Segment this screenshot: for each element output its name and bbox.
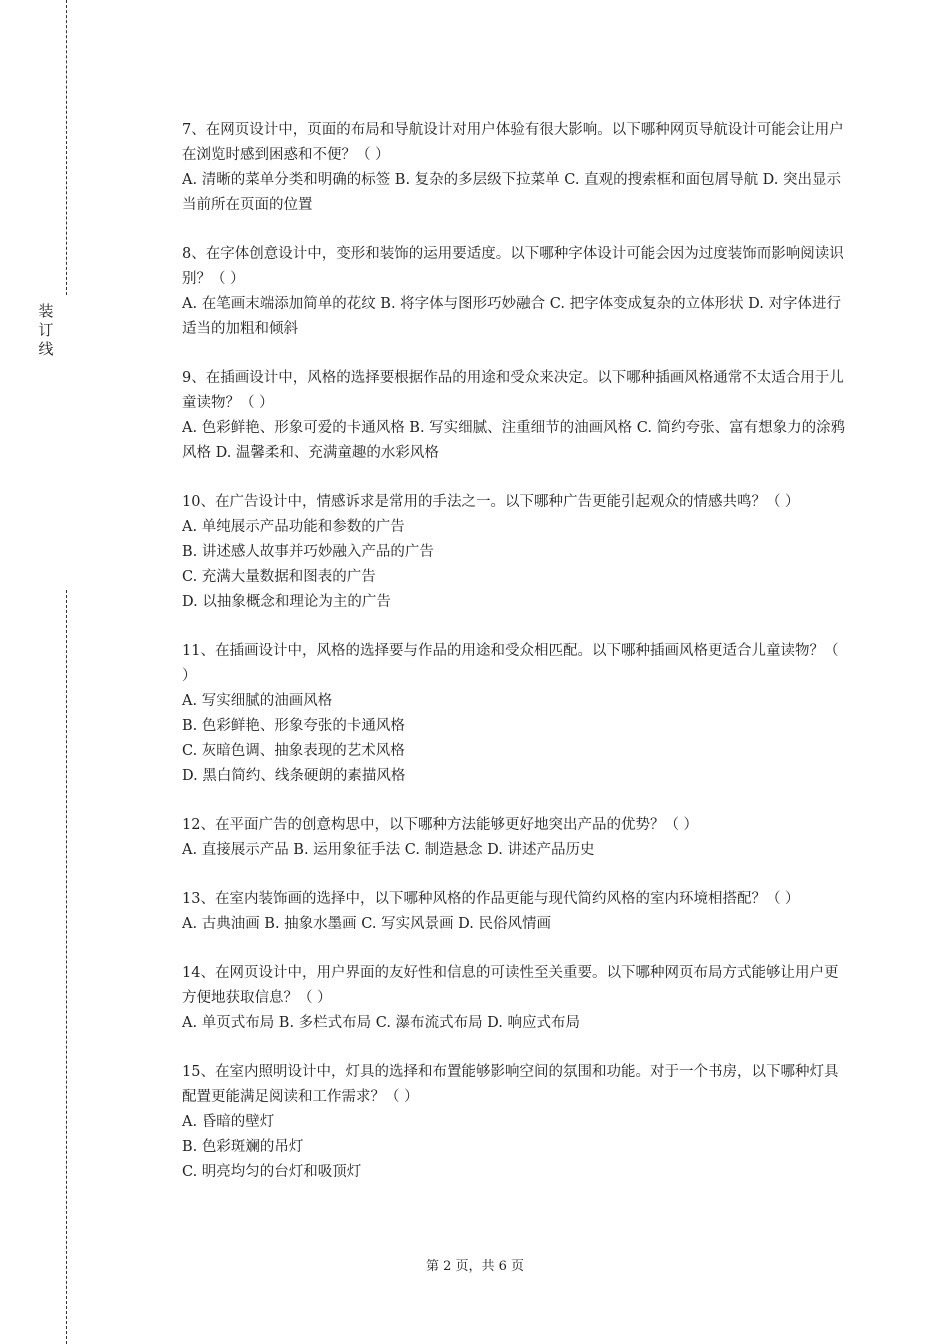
question-option-c: C. 灰暗色调、抽象表现的艺术风格 xyxy=(182,743,405,759)
question-option-c: C. 充满大量数据和图表的广告 xyxy=(182,569,376,585)
binding-char: 线 xyxy=(38,340,54,358)
question-8 xyxy=(182,242,850,342)
question-options: A. 古典油画 B. 抽象水墨画 C. 写实风景画 D. 民俗风情画 xyxy=(182,916,552,932)
question-option-a: A. 昏暗的壁灯 xyxy=(182,1114,275,1130)
question-stem: 12、在平面广告的创意构思中，以下哪种方法能够更好地突出产品的优势？（ ） xyxy=(182,817,699,833)
question-stem: 14、在网页设计中，用户界面的友好性和信息的可读性至关重要。以下哪种网页布局方式能够让用户更方便地获取信息？（ ） xyxy=(182,965,839,1006)
question-options: A. 单页式布局 B. 多栏式布局 C. 瀑布流式布局 D. 响应式布局 xyxy=(182,1015,581,1031)
page-number: 第 2 页，共 6 页 xyxy=(425,1259,525,1274)
question-options: A. 色彩鲜艳、形象可爱的卡通风格 B. 写实细腻、注重细节的油画风格 C. 简约夸张、富有想象力的涂鸦风格 D. 温馨柔和、充满童趣的水彩风格 xyxy=(182,420,846,461)
question-option-b: B. 色彩鲜艳、形象夸张的卡通风格 xyxy=(182,718,405,734)
question-7 xyxy=(182,118,850,218)
question-10 xyxy=(182,490,850,615)
binding-line-top xyxy=(66,0,67,295)
binding-char: 订 xyxy=(38,321,54,339)
question-stem: 13、在室内装饰画的选择中，以下哪种风格的作品更能与现代简约风格的室内环境相搭配？（ ） xyxy=(182,891,800,907)
question-stem: 7、在网页设计中，页面的布局和导航设计对用户体验有很大影响。以下哪种网页导航设计可能会让用户在浏览时感到困惑和不便？（ ） xyxy=(182,122,844,163)
question-list xyxy=(182,118,850,1209)
question-11 xyxy=(182,639,850,789)
question-stem: 11、在插画设计中，风格的选择要与作品的用途和受众相匹配。以下哪种插画风格更适合儿童读物？（ ） xyxy=(182,643,839,684)
question-option-a: A. 写实细腻的油画风格 xyxy=(182,693,333,709)
question-14 xyxy=(182,961,850,1036)
binding-char: 装 xyxy=(38,302,54,320)
question-13 xyxy=(182,887,850,937)
binding-line-bottom xyxy=(66,590,67,1344)
question-option-d: D. 黑白简约、线条硬朗的素描风格 xyxy=(182,768,406,784)
question-option-d: D. 以抽象概念和理论为主的广告 xyxy=(182,594,391,610)
question-options: A. 清晰的菜单分类和明确的标签 B. 复杂的多层级下拉菜单 C. 直观的搜索框和面包屑导航 D. 突出显示当前所在页面的位置 xyxy=(182,172,842,213)
question-option-c: C. 明亮均匀的台灯和吸顶灯 xyxy=(182,1164,362,1180)
question-12 xyxy=(182,813,850,863)
question-options: A. 直接展示产品 B. 运用象征手法 C. 制造悬念 D. 讲述产品历史 xyxy=(182,842,595,858)
question-stem: 10、在广告设计中，情感诉求是常用的手法之一。以下哪种广告更能引起观众的情感共鸣？（ ） xyxy=(182,494,800,510)
question-15 xyxy=(182,1060,850,1185)
question-9 xyxy=(182,366,850,466)
question-option-a: A. 单纯展示产品功能和参数的广告 xyxy=(182,519,405,535)
question-option-b: B. 讲述感人故事并巧妙融入产品的广告 xyxy=(182,544,434,560)
question-stem: 15、在室内照明设计中，灯具的选择和布置能够影响空间的氛围和功能。对于一个书房，以下哪种灯具配置更能满足阅读和工作需求？（ ） xyxy=(182,1064,839,1105)
question-stem: 9、在插画设计中，风格的选择要根据作品的用途和受众来决定。以下哪种插画风格通常不太适合用于儿童读物？（ ） xyxy=(182,370,844,411)
question-stem: 8、在字体创意设计中，变形和装饰的运用要适度。以下哪种字体设计可能会因为过度装饰而影响阅读识别？（ ） xyxy=(182,246,844,287)
binding-label xyxy=(36,302,56,359)
question-option-b: B. 色彩斑斓的吊灯 xyxy=(182,1139,304,1155)
question-options: A. 在笔画末端添加简单的花纹 B. 将字体与图形巧妙融合 C. 把字体变成复杂的立体形状 D. 对字体进行适当的加粗和倾斜 xyxy=(182,296,842,337)
